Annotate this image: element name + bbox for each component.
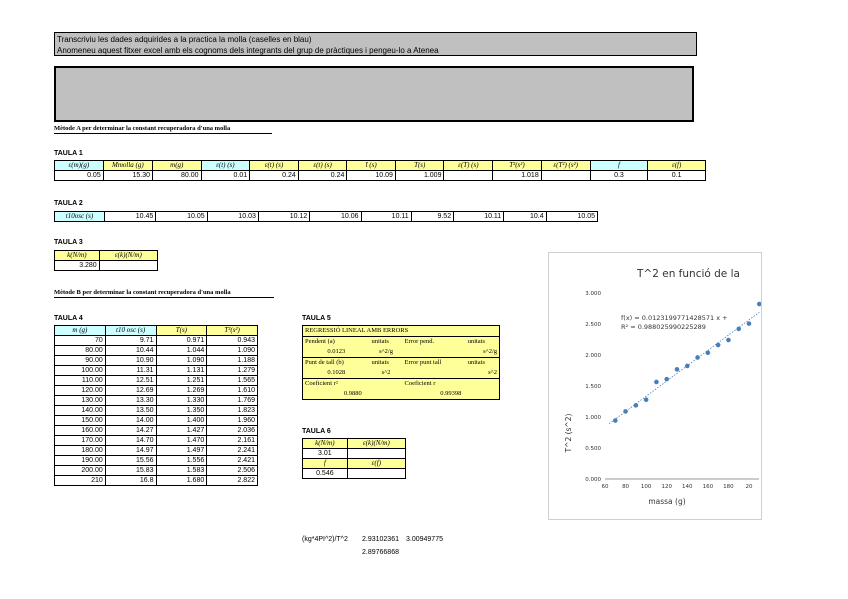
y-tick-label: 2.500 [585, 322, 601, 328]
taula3-h0: k(N/m) [55, 251, 100, 261]
pendent-units-label: unitats [371, 338, 389, 345]
errpend-units: s^2/g [466, 347, 500, 358]
taula4-header-row [55, 326, 258, 336]
taula2-header: t10osc (s) [55, 212, 105, 222]
taula1-h11: f [590, 161, 648, 171]
taula3-v1[interactable] [99, 261, 157, 271]
taula6 [302, 438, 406, 479]
taula4-cell[interactable]: 2.421 [207, 456, 258, 466]
data-point [695, 355, 700, 360]
taula2-v2[interactable]: 10.03 [207, 212, 258, 222]
taula3-h1: ε(k)(N/m) [99, 251, 157, 261]
taula4-row [55, 436, 258, 446]
note-label: (kg*4PI^2)/T^2 [302, 536, 348, 543]
y-tick-label: 0.500 [585, 446, 601, 452]
taula4-row [55, 346, 258, 356]
taula5-punt-values [303, 368, 500, 379]
taula1-v2[interactable]: 80.00 [153, 171, 202, 181]
taula5-heading-row [303, 326, 500, 337]
taula4-row [55, 396, 258, 406]
taula4-cell[interactable]: 1.400 [156, 416, 207, 426]
errpunt-units-label: unitats [467, 359, 486, 366]
taula6-f-values [303, 469, 406, 479]
taula5-title: TAULA 5 [302, 315, 331, 322]
taula4-row [55, 446, 258, 456]
taula5 [302, 325, 500, 400]
taula4 [54, 325, 258, 486]
taula4-cell[interactable]: 1.269 [156, 386, 207, 396]
taula4-cell[interactable]: 1.090 [207, 346, 258, 356]
taula1-v10[interactable] [541, 171, 590, 181]
data-point [664, 377, 669, 382]
data-point [644, 397, 649, 402]
taula4-cell[interactable]: 120.00 [55, 386, 106, 396]
taula4-h0: m (g) [55, 326, 106, 336]
taula1-title: TAULA 1 [54, 150, 83, 157]
coefr-label: Coeficient r [404, 380, 436, 387]
taula4-cell[interactable]: 14.00 [105, 416, 156, 426]
taula4-h2: T(s) [156, 326, 207, 336]
data-point [757, 302, 761, 307]
data-point [613, 418, 618, 423]
taula4-cell[interactable]: 1.565 [207, 376, 258, 386]
method-a-heading: Mètode A per determinar la constant recuperadora d'una molla [54, 125, 272, 134]
taula4-cell[interactable]: 12.51 [105, 376, 156, 386]
instructions-line-1: Transcriviu les dades adquirides a la practica la molla (caselles en blau) [57, 35, 312, 44]
taula4-cell[interactable]: 2.822 [207, 476, 258, 486]
taula1-v1[interactable]: 15.30 [103, 171, 152, 181]
taula4-cell[interactable]: 80.00 [55, 346, 106, 356]
coef-value[interactable]: 0.9880 [343, 390, 362, 397]
taula4-cell[interactable]: 1.823 [207, 406, 258, 416]
scatter-chart [549, 253, 761, 519]
taula6-title: TAULA 6 [302, 428, 331, 435]
taula1-v6[interactable]: 10.09 [347, 171, 396, 181]
taula4-row [55, 386, 258, 396]
errpunt-label: Error punt tall [404, 359, 442, 366]
taula2-v9[interactable]: 10.05 [546, 212, 597, 222]
taula3-title: TAULA 3 [54, 239, 83, 246]
taula4-cell[interactable]: 1.427 [156, 426, 207, 436]
data-point [623, 409, 628, 414]
x-tick-label: 120 [661, 484, 672, 490]
pendent-units: s^2/g [370, 347, 403, 358]
x-tick-label: 80 [622, 484, 630, 490]
taula4-cell[interactable]: 210 [55, 476, 106, 486]
taula4-cell[interactable]: 14.27 [105, 426, 156, 436]
data-point [747, 321, 752, 326]
taula4-row [55, 466, 258, 476]
taula4-cell[interactable]: 13.30 [105, 396, 156, 406]
x-tick-label: 160 [702, 484, 714, 490]
taula4-cell[interactable]: 16.8 [105, 476, 156, 486]
taula4-cell[interactable]: 2.506 [207, 466, 258, 476]
taula4-row [55, 406, 258, 416]
taula1-v4[interactable]: 0.24 [250, 171, 299, 181]
taula4-row [55, 376, 258, 386]
taula4-cell[interactable]: 0.943 [207, 336, 258, 346]
taula1-h2: m(g) [153, 161, 202, 171]
taula1-v11[interactable]: 0.3 [590, 171, 648, 181]
taula4-cell[interactable]: 150.00 [55, 416, 106, 426]
taula4-cell[interactable]: 200.00 [55, 466, 106, 476]
data-point [726, 338, 731, 343]
taula3-header-row [55, 251, 158, 261]
taula4-row [55, 456, 258, 466]
taula1-value-row [55, 171, 706, 181]
taula4-cell[interactable]: 1.769 [207, 396, 258, 406]
chart-equation: f(x) = 0.0123199771428571 x + [621, 314, 728, 322]
data-point [654, 380, 659, 385]
ek-value[interactable] [347, 449, 405, 459]
taula4-h1: t10 osc (s) [105, 326, 156, 336]
taula4-cell[interactable]: 2.036 [207, 426, 258, 436]
taula1 [54, 160, 706, 181]
taula5-punt-labels [303, 358, 500, 369]
taula2-title: TAULA 2 [54, 200, 83, 207]
coefr-value[interactable]: 0.99398 [440, 390, 462, 397]
note-v3: 2.89766868 [362, 549, 399, 556]
x-tick-label: 20 [745, 484, 753, 490]
k-label: k(N/m) [303, 439, 348, 449]
coef-label: Coeficient r² [305, 380, 338, 387]
data-point [706, 350, 711, 355]
punt-units-label: unitats [371, 359, 389, 366]
note-v1: 2.93102361 [362, 536, 399, 543]
taula6-k-values [303, 449, 406, 459]
taula6-k-labels [303, 439, 406, 449]
taula4-cell[interactable]: 14.70 [105, 436, 156, 446]
y-tick-label: 3.000 [585, 291, 601, 297]
errpunt-units: s^2 [466, 368, 500, 379]
taula2-v7[interactable]: 10.11 [454, 212, 504, 222]
taula1-header-row [55, 161, 706, 171]
taula4-cell[interactable]: 13.50 [105, 406, 156, 416]
x-tick-label: 140 [682, 484, 693, 490]
x-tick-label: 180 [723, 484, 734, 490]
taula4-cell[interactable]: 2.161 [207, 436, 258, 446]
y-tick-label: 2.000 [585, 353, 601, 359]
taula4-cell[interactable]: 10.90 [105, 356, 156, 366]
taula2-v6[interactable]: 9.52 [411, 212, 453, 222]
taula4-cell[interactable]: 1.279 [207, 366, 258, 376]
taula4-row [55, 416, 258, 426]
taula4-cell[interactable]: 1.960 [207, 416, 258, 426]
chart-r2: R² = 0.988025990225289 [621, 323, 706, 331]
input-box[interactable] [54, 66, 694, 122]
taula3-value-row [55, 261, 158, 271]
taula4-cell[interactable]: 180.00 [55, 446, 106, 456]
taula5-coef-labels [303, 379, 500, 390]
taula4-cell[interactable]: 140.00 [55, 406, 106, 416]
taula2 [54, 211, 598, 222]
taula1-v7[interactable]: 1.009 [395, 171, 444, 181]
taula2-v0[interactable]: 10.45 [105, 212, 156, 222]
taula2-v5[interactable]: 10.11 [361, 212, 411, 222]
chart-panel[interactable] [548, 252, 762, 520]
taula1-v8[interactable] [444, 171, 493, 181]
taula4-cell[interactable]: 1.330 [156, 396, 207, 406]
taula4-cell[interactable]: 1.251 [156, 376, 207, 386]
taula1-v12[interactable]: 0.1 [648, 171, 706, 181]
y-tick-label: 0.000 [585, 477, 601, 483]
taula4-cell[interactable]: 1.556 [156, 456, 207, 466]
data-point [685, 364, 690, 369]
taula1-v0[interactable]: 0.05 [55, 171, 104, 181]
instructions-line-2: Anomeneu aquest fitxer excel amb els cognoms dels integrants del grup de pràctiques i pengeu-lo a Atenea [57, 46, 439, 55]
taula4-cell[interactable]: 12.69 [105, 386, 156, 396]
f-value[interactable]: 0.546 [303, 469, 348, 479]
taula4-cell[interactable]: 1.131 [156, 366, 207, 376]
taula4-cell[interactable]: 1.090 [156, 356, 207, 366]
taula4-body [55, 336, 258, 486]
ef-label: ε(f) [347, 459, 405, 469]
taula1-h10: ε(T²) (s²) [541, 161, 590, 171]
taula4-cell[interactable]: 190.00 [55, 456, 106, 466]
taula1-h12: ε(f) [648, 161, 706, 171]
taula4-cell[interactable]: 1.680 [156, 476, 207, 486]
taula4-cell[interactable]: 170.00 [55, 436, 106, 446]
punt-value[interactable]: 0.1028 [303, 368, 370, 379]
taula4-row [55, 476, 258, 486]
taula5-pendent-values [303, 347, 500, 358]
data-point [675, 367, 680, 372]
taula4-cell[interactable]: 2.241 [207, 446, 258, 456]
taula4-cell[interactable]: 9.71 [105, 336, 156, 346]
chart-ylabel: T^2 (s^2) [564, 413, 573, 453]
pendent-value[interactable]: 0.0123 [303, 347, 370, 358]
taula4-cell[interactable]: 160.00 [55, 426, 106, 436]
taula4-cell[interactable]: 1.470 [156, 436, 207, 446]
taula4-title: TAULA 4 [54, 315, 83, 322]
taula1-v3[interactable]: 0.01 [201, 171, 250, 181]
k-value[interactable]: 3.01 [303, 449, 348, 459]
taula3 [54, 250, 158, 271]
data-point [736, 327, 741, 332]
chart-xlabel: massa (g) [648, 497, 686, 506]
taula1-h4: ε(t) (s) [250, 161, 299, 171]
taula5-pendent-labels [303, 337, 500, 348]
instructions-box [54, 32, 697, 56]
taula2-v3[interactable]: 10.12 [258, 212, 309, 222]
errpend-units-label: unitats [467, 338, 486, 345]
x-tick-label: 60 [601, 484, 609, 490]
pendent-label: Pendent (a) [305, 338, 335, 345]
taula4-cell[interactable]: 1.188 [207, 356, 258, 366]
taula4-row [55, 356, 258, 366]
taula3-v0[interactable]: 3.280 [55, 261, 100, 271]
data-point [634, 403, 639, 408]
taula2-v8[interactable]: 10.4 [504, 212, 546, 222]
taula5-heading: REGRESSIÓ LINEAL AMB ERRORS [303, 326, 500, 337]
errpunt-value[interactable] [403, 368, 466, 379]
taula4-cell[interactable]: 15.83 [105, 466, 156, 476]
taula4-cell[interactable]: 90.00 [55, 356, 106, 366]
taula1-v5[interactable]: 0.24 [298, 171, 347, 181]
taula4-cell[interactable]: 1.583 [156, 466, 207, 476]
taula5-coef-values [303, 389, 500, 400]
method-b-heading: Mètode B per determinar la constant recuperadora d'una molla [54, 289, 274, 298]
data-point [716, 343, 721, 348]
ef-value[interactable] [347, 469, 405, 479]
taula4-cell[interactable]: 14.97 [105, 446, 156, 456]
taula1-h9: T²(s²) [493, 161, 542, 171]
chart-title: T^2 en funció de la [637, 268, 740, 280]
taula1-h5: ε(t) (s) [298, 161, 347, 171]
taula4-cell[interactable]: 1.044 [156, 346, 207, 356]
taula2-v1[interactable]: 10.05 [156, 212, 207, 222]
taula4-cell[interactable]: 10.44 [105, 346, 156, 356]
taula2-row [55, 212, 598, 222]
taula4-cell[interactable]: 15.56 [105, 456, 156, 466]
x-tick-label: 100 [640, 484, 652, 490]
taula4-cell[interactable]: 130.00 [55, 396, 106, 406]
taula4-row [55, 366, 258, 376]
ek-label: ε(k)(N/m) [347, 439, 405, 449]
errpend-label: Error pend. [404, 338, 435, 345]
y-tick-label: 1.000 [585, 415, 601, 421]
taula1-h6: t̄ (s) [347, 161, 396, 171]
taula4-cell[interactable]: 110.00 [55, 376, 106, 386]
taula4-cell[interactable]: 1.497 [156, 446, 207, 456]
y-tick-label: 1.500 [585, 384, 601, 390]
note-v2: 3.00949775 [406, 536, 443, 543]
taula1-h3: ε(t) (s) [201, 161, 250, 171]
taula2-v4[interactable]: 10.06 [310, 212, 361, 222]
taula4-cell[interactable]: 1.350 [156, 406, 207, 416]
taula1-v9[interactable]: 1.018 [493, 171, 542, 181]
taula1-h0: ε(m)(g) [55, 161, 104, 171]
taula4-cell[interactable]: 100.00 [55, 366, 106, 376]
punt-units: s^2 [370, 368, 403, 379]
errpend-value[interactable] [403, 347, 466, 358]
f-label: f [303, 459, 348, 469]
taula1-h1: Mmolla (g) [103, 161, 152, 171]
taula4-row [55, 426, 258, 436]
taula1-h8: ε(T) (s) [444, 161, 493, 171]
taula4-h3: T²(s²) [207, 326, 258, 336]
taula4-cell[interactable]: 0.971 [156, 336, 207, 346]
taula4-cell[interactable]: 70 [55, 336, 106, 346]
punt-label: Punt de tall (b) [305, 359, 344, 366]
taula1-h7: T(s) [395, 161, 444, 171]
taula4-row [55, 336, 258, 346]
taula4-cell[interactable]: 11.31 [105, 366, 156, 376]
taula6-f-labels [303, 459, 406, 469]
taula4-cell[interactable]: 1.610 [207, 386, 258, 396]
